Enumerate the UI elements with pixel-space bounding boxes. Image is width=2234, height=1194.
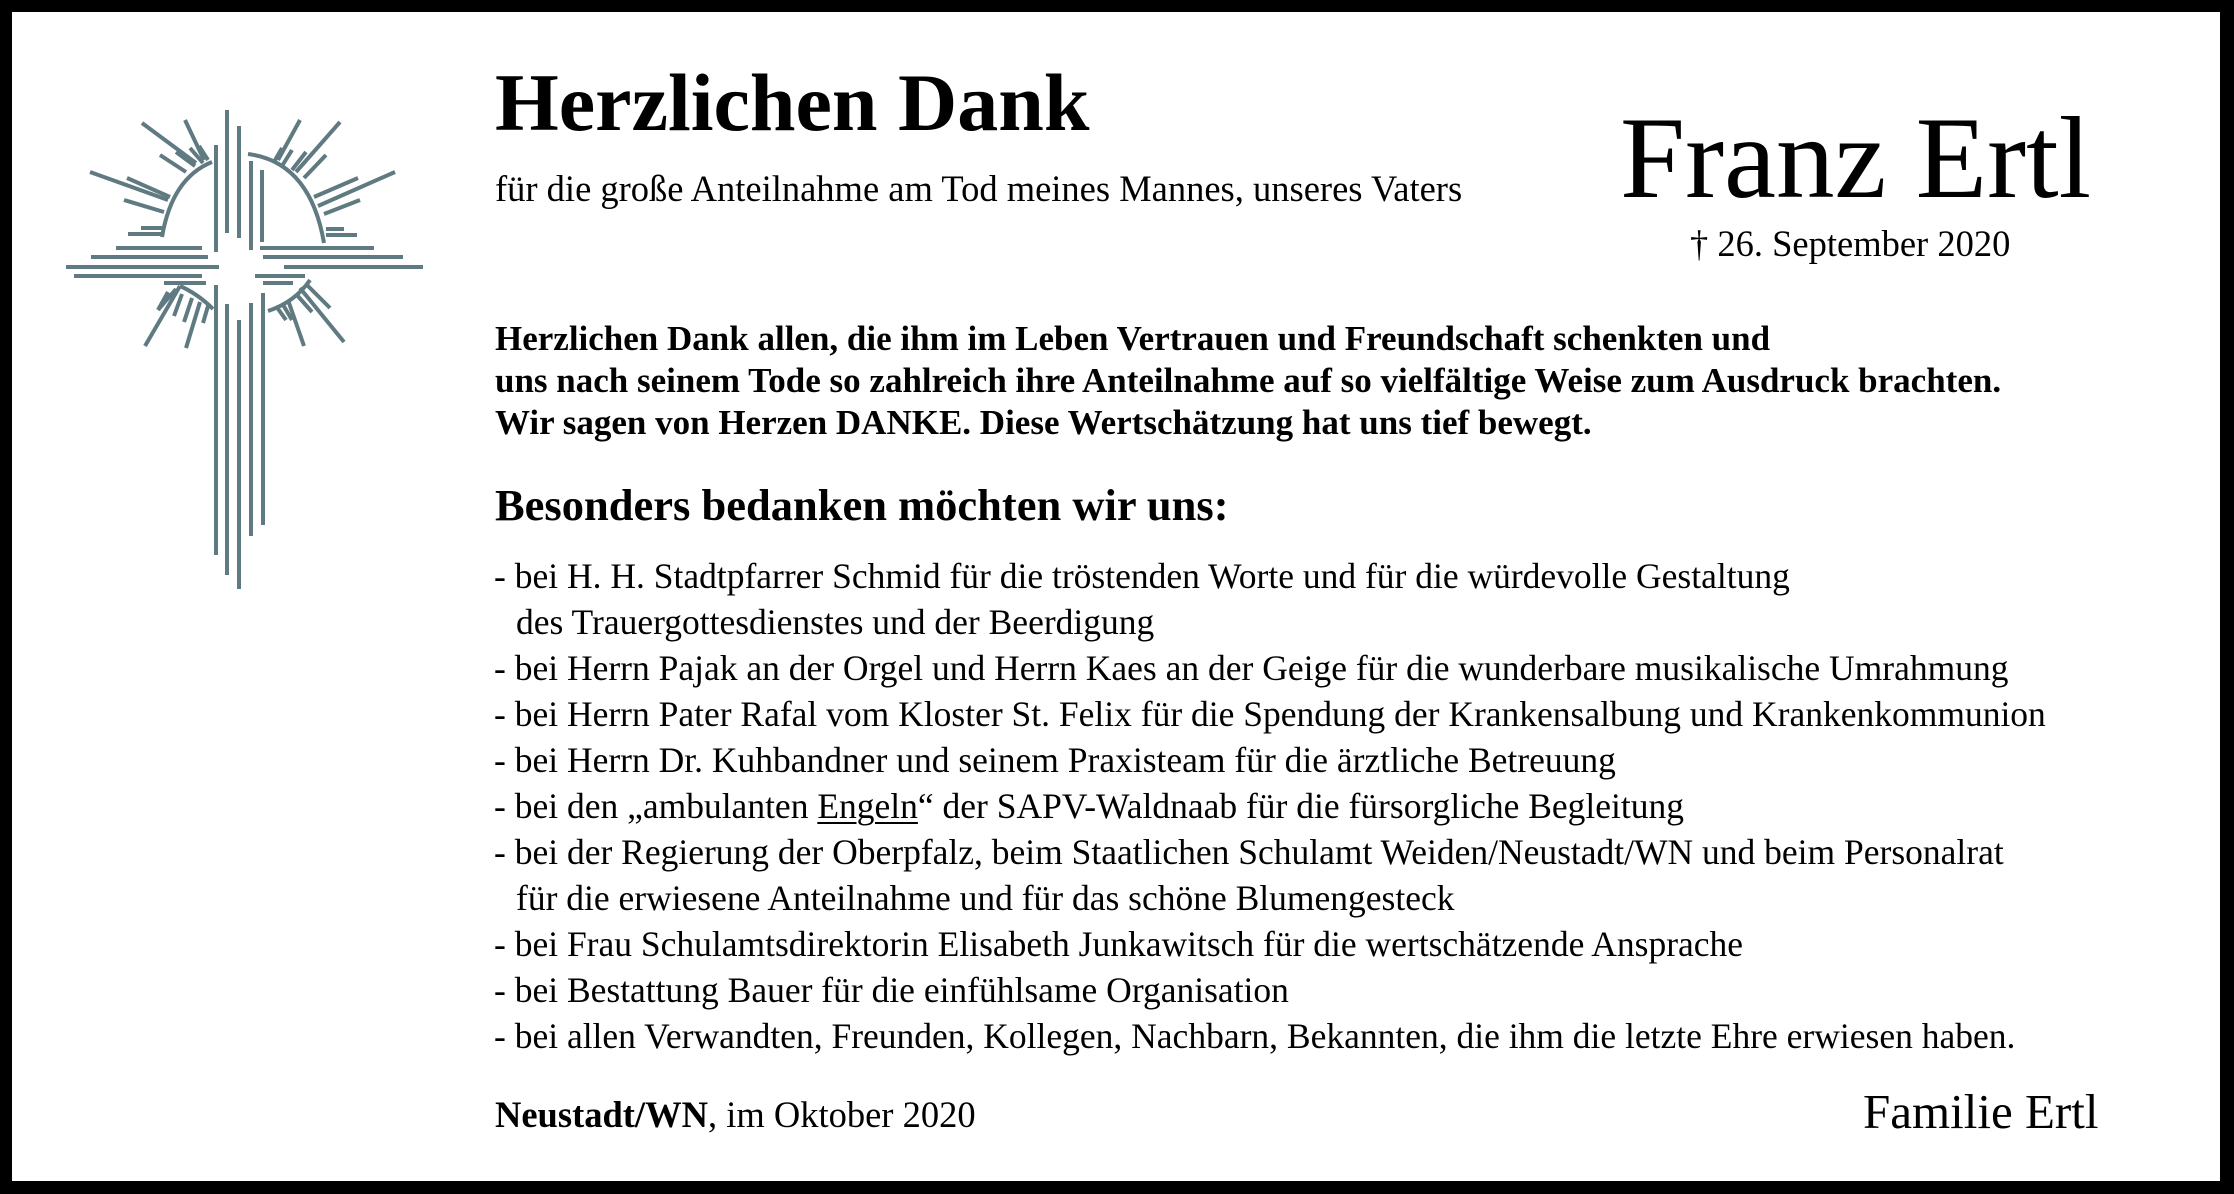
list-item: - bei Frau Schulamtsdirektorin Elisabeth Junkawitsch für die wertschätzende Ansprache <box>494 924 1744 964</box>
place-date: , im Oktober 2020 <box>707 1094 976 1135</box>
list-item: - bei Bestattung Bauer für die einfühlsame Organisation <box>494 970 1289 1010</box>
intro-line: uns nach seinem Tode so zahlreich ihre Anteilnahme auf so vielfältige Weise zum Ausdruck brachten. <box>495 361 2002 400</box>
signature: Familie Ertl <box>1863 1084 2099 1139</box>
list-item: - bei H. H. Stadtpfarrer Schmid für die tröstenden Worte und für die würdevolle Gestaltung <box>494 556 1790 596</box>
list-item-continuation: des Trauergottesdienstes und der Beerdigung <box>516 602 1155 642</box>
list-item: - bei der Regierung der Oberpfalz, beim Staatlichen Schulamt Weiden/Neustadt/WN und beim Personalrat <box>494 832 2004 872</box>
thanks-heading: Besonders bedanken möchten wir uns: <box>495 480 1229 530</box>
list-item-prefix: - bei den „ambulanten <box>494 786 818 826</box>
death-date <box>1690 223 2011 264</box>
intro-line: Herzlichen Dank allen, die ihm im Leben Vertrauen und Freundschaft schenkten und <box>495 319 1771 358</box>
list-item <box>494 783 2046 829</box>
place: Neustadt/WN <box>495 1094 708 1135</box>
intro-paragraph <box>495 318 2001 444</box>
list-item-continuation: für die erwiesene Anteilnahme und für das schöne Blumengesteck <box>516 878 1455 918</box>
list-item-suffix: “ der SAPV-Waldnaab für die fürsorgliche Begleitung <box>917 786 1685 826</box>
list-item: - bei Herrn Dr. Kuhbandner und seinem Praxisteam für die ärztliche Betreuung <box>494 740 1616 780</box>
thanks-list <box>494 553 2046 1059</box>
radiant-cross-icon <box>0 0 480 620</box>
underlined-word: Engeln <box>817 786 918 826</box>
place-and-date <box>495 1094 976 1135</box>
page-title: Herzlichen Dank <box>495 57 1090 148</box>
subtitle: für die große Anteilnahme am Tod meines Mannes, unseres Vaters <box>495 168 1463 209</box>
list-item: - bei allen Verwandten, Freunden, Kollegen, Nachbarn, Bekannten, die ihm die letzte Ehre erwiesen haben. <box>494 1016 2016 1056</box>
deceased-name: Franz Ertl <box>1620 94 2092 223</box>
list-item: - bei Herrn Pater Rafal vom Kloster St. Felix für die Spendung der Krankensalbung und Krankenkommunion <box>494 694 2046 734</box>
intro-line: Wir sagen von Herzen DANKE. Diese Wertschätzung hat uns tief bewegt. <box>495 403 1592 442</box>
death-date-text: 26. September 2020 <box>1717 223 2011 264</box>
dagger-icon: † <box>1690 223 1709 264</box>
list-item: - bei Herrn Pajak an der Orgel und Herrn Kaes an der Geige für die wunderbare musikalische Umrahmung <box>494 648 2009 688</box>
